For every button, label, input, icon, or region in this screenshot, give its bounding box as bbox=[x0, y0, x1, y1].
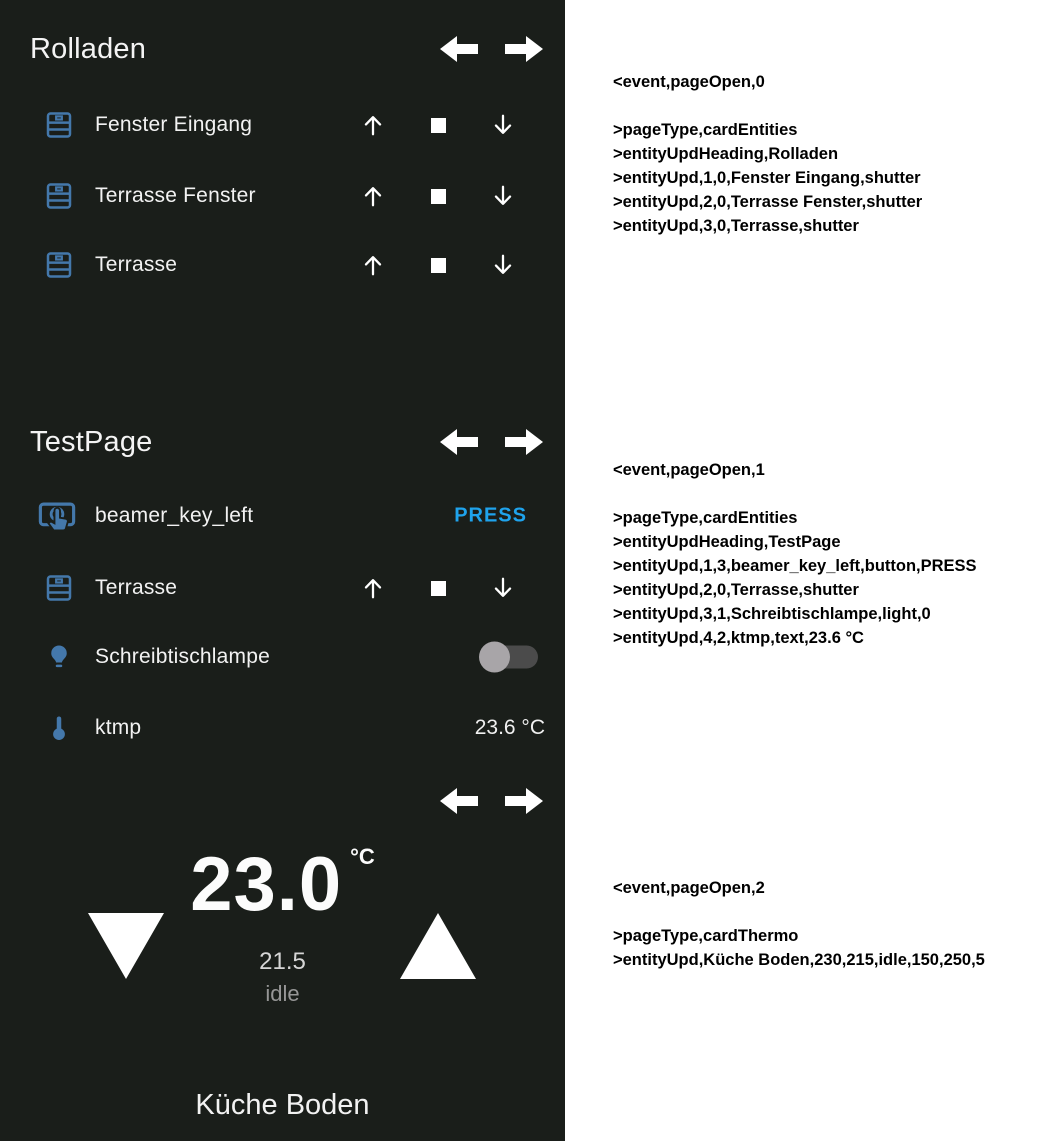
shutter-controls bbox=[358, 252, 518, 278]
page-title: Rolladen bbox=[30, 33, 147, 65]
entity-label: Terrasse bbox=[95, 253, 178, 276]
shutter-down-button[interactable] bbox=[488, 575, 518, 601]
console-line: >entityUpd,4,2,ktmp,text,23.6 °C bbox=[613, 629, 864, 647]
entity-row bbox=[0, 704, 565, 752]
stop-square-icon bbox=[431, 581, 446, 596]
entity-row bbox=[0, 492, 565, 540]
entity-label: Terrasse bbox=[95, 576, 178, 599]
shutter-stop-button[interactable] bbox=[423, 189, 453, 204]
shutter-stop-button[interactable] bbox=[423, 258, 453, 273]
shutter-up-button[interactable] bbox=[358, 112, 388, 138]
light-toggle-switch[interactable] bbox=[481, 646, 538, 669]
nav-left-icon[interactable] bbox=[440, 786, 478, 816]
entity-label: Terrasse Fenster bbox=[95, 184, 256, 207]
temperature-unit: °C bbox=[350, 844, 375, 869]
window-shutter-icon bbox=[44, 250, 74, 280]
toggle-knob bbox=[479, 642, 510, 673]
arrow-up-icon bbox=[360, 252, 386, 278]
current-temperature bbox=[0, 842, 565, 927]
card-header bbox=[30, 28, 543, 70]
nav-left-icon[interactable] bbox=[440, 427, 478, 457]
console-line bbox=[613, 900, 1043, 924]
entity-label: Fenster Eingang bbox=[95, 113, 253, 136]
shutter-stop-button[interactable] bbox=[423, 118, 453, 133]
console-line: >entityUpd,Küche Boden,230,215,idle,150,250,5 bbox=[613, 951, 985, 969]
entity-label: Schreibtischlampe bbox=[95, 645, 270, 668]
shutter-up-button[interactable] bbox=[358, 575, 388, 601]
nav-right-icon[interactable] bbox=[505, 34, 543, 64]
console-line: >entityUpd,2,0,Terrasse Fenster,shutter bbox=[613, 193, 923, 211]
lightbulb-icon bbox=[44, 642, 74, 672]
page-nav bbox=[440, 427, 543, 457]
gesture-tap-button-icon bbox=[36, 497, 78, 535]
press-button[interactable]: PRESS bbox=[454, 504, 527, 527]
entity-row bbox=[0, 564, 565, 612]
arrow-down-icon bbox=[490, 252, 516, 278]
sensor-value: 23.6 °C bbox=[474, 716, 545, 739]
arrow-down-icon bbox=[490, 183, 516, 209]
target-temperature: 21.5 bbox=[259, 948, 306, 975]
arrow-down-icon bbox=[490, 112, 516, 138]
shutter-stop-button[interactable] bbox=[423, 581, 453, 596]
current-temperature-value: 23.0 bbox=[190, 842, 343, 927]
console-line: >entityUpd,3,0,Terrasse,shutter bbox=[613, 217, 859, 235]
entity-row bbox=[0, 101, 565, 149]
hvac-state: idle bbox=[265, 981, 300, 1006]
card-header bbox=[30, 421, 543, 463]
console-line: >pageType,cardEntities bbox=[613, 121, 798, 139]
arrow-down-icon bbox=[490, 575, 516, 601]
shutter-controls bbox=[358, 183, 518, 209]
page-title: TestPage bbox=[30, 426, 153, 458]
entity-row bbox=[0, 172, 565, 220]
thermometer-icon bbox=[44, 713, 74, 743]
console-line: >entityUpd,1,0,Fenster Eingang,shutter bbox=[613, 169, 921, 187]
nav-left-icon[interactable] bbox=[440, 34, 478, 64]
entity-row bbox=[0, 633, 565, 681]
entity-row bbox=[0, 241, 565, 289]
console-line: >entityUpd,1,3,beamer_key_left,button,PRESS bbox=[613, 557, 977, 575]
console-line bbox=[613, 482, 1043, 506]
shutter-up-button[interactable] bbox=[358, 252, 388, 278]
thermostat-name: Küche Boden bbox=[195, 1089, 370, 1121]
page-nav bbox=[440, 34, 543, 64]
console-line: >pageType,cardThermo bbox=[613, 927, 799, 945]
arrow-up-icon bbox=[360, 112, 386, 138]
console-line bbox=[613, 94, 1043, 118]
console-line: <event,pageOpen,1 bbox=[613, 461, 765, 479]
shutter-down-button[interactable] bbox=[488, 252, 518, 278]
window-shutter-icon bbox=[44, 573, 74, 603]
shutter-down-button[interactable] bbox=[488, 112, 518, 138]
console-line: >pageType,cardEntities bbox=[613, 509, 798, 527]
console-line: <event,pageOpen,2 bbox=[613, 879, 765, 897]
stop-square-icon bbox=[431, 118, 446, 133]
stop-square-icon bbox=[431, 189, 446, 204]
entity-label: beamer_key_left bbox=[95, 504, 254, 527]
entity-label: ktmp bbox=[95, 716, 142, 739]
console-line: >entityUpd,3,1,Schreibtischlampe,light,0 bbox=[613, 605, 931, 623]
console-block-page1 bbox=[613, 458, 1043, 650]
shutter-controls bbox=[358, 112, 518, 138]
console-block-page0 bbox=[613, 70, 1043, 238]
console-line: >entityUpdHeading,Rolladen bbox=[613, 145, 839, 163]
card-header bbox=[30, 780, 543, 822]
window-shutter-icon bbox=[44, 181, 74, 211]
arrow-up-icon bbox=[360, 575, 386, 601]
console-block-page2 bbox=[613, 876, 1043, 972]
nav-right-icon[interactable] bbox=[505, 427, 543, 457]
console-line: >entityUpdHeading,TestPage bbox=[613, 533, 841, 551]
nav-right-icon[interactable] bbox=[505, 786, 543, 816]
stop-square-icon bbox=[431, 258, 446, 273]
shutter-controls bbox=[358, 575, 518, 601]
shutter-down-button[interactable] bbox=[488, 183, 518, 209]
console-line: <event,pageOpen,0 bbox=[613, 73, 765, 91]
page-nav bbox=[440, 786, 543, 816]
window-shutter-icon bbox=[44, 110, 74, 140]
console-line: >entityUpd,2,0,Terrasse,shutter bbox=[613, 581, 859, 599]
arrow-up-icon bbox=[360, 183, 386, 209]
shutter-up-button[interactable] bbox=[358, 183, 388, 209]
